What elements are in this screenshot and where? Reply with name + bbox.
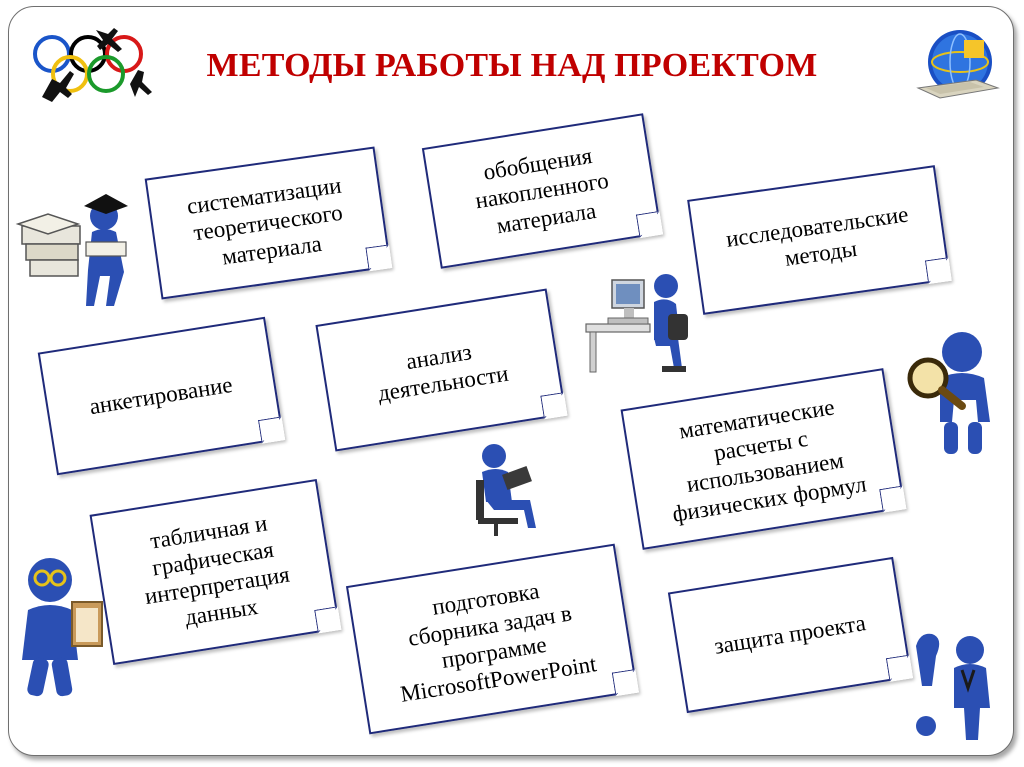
- page-title: МЕТОДЫ РАБОТЫ НАД ПРОЕКТОМ: [206, 47, 818, 84]
- magnifier-figure-icon: [904, 328, 1008, 460]
- card-research-methods: исследовательские методы: [687, 165, 951, 315]
- card-project-defense: защита проекта: [668, 557, 912, 713]
- globe-computer-icon: [912, 26, 1004, 108]
- clipboard-figure-icon: [14, 552, 110, 702]
- card-generalization: обобщения накопленного материала: [422, 113, 662, 269]
- card-powerpoint-tasks: подготовка сборника задач в программе MicrosoftPowerPoint: [346, 544, 638, 735]
- reading-chair-icon: [468, 440, 550, 540]
- card-activity-analysis: анализ деятельности: [315, 288, 566, 451]
- card-math-calculations: математические расчеты с использованием физических формул: [621, 368, 906, 550]
- question-figure-icon: [906, 626, 1006, 746]
- card-systematization: систематизации теоретического материала: [145, 146, 392, 299]
- olympic-rings-icon: [22, 22, 162, 112]
- card-tabular-graphic: табличная и графическая интерпретация данных: [90, 479, 341, 665]
- computer-desk-icon: [584, 270, 694, 382]
- card-questionnaire: анкетирование: [38, 317, 285, 475]
- graduate-books-icon: [14, 186, 154, 312]
